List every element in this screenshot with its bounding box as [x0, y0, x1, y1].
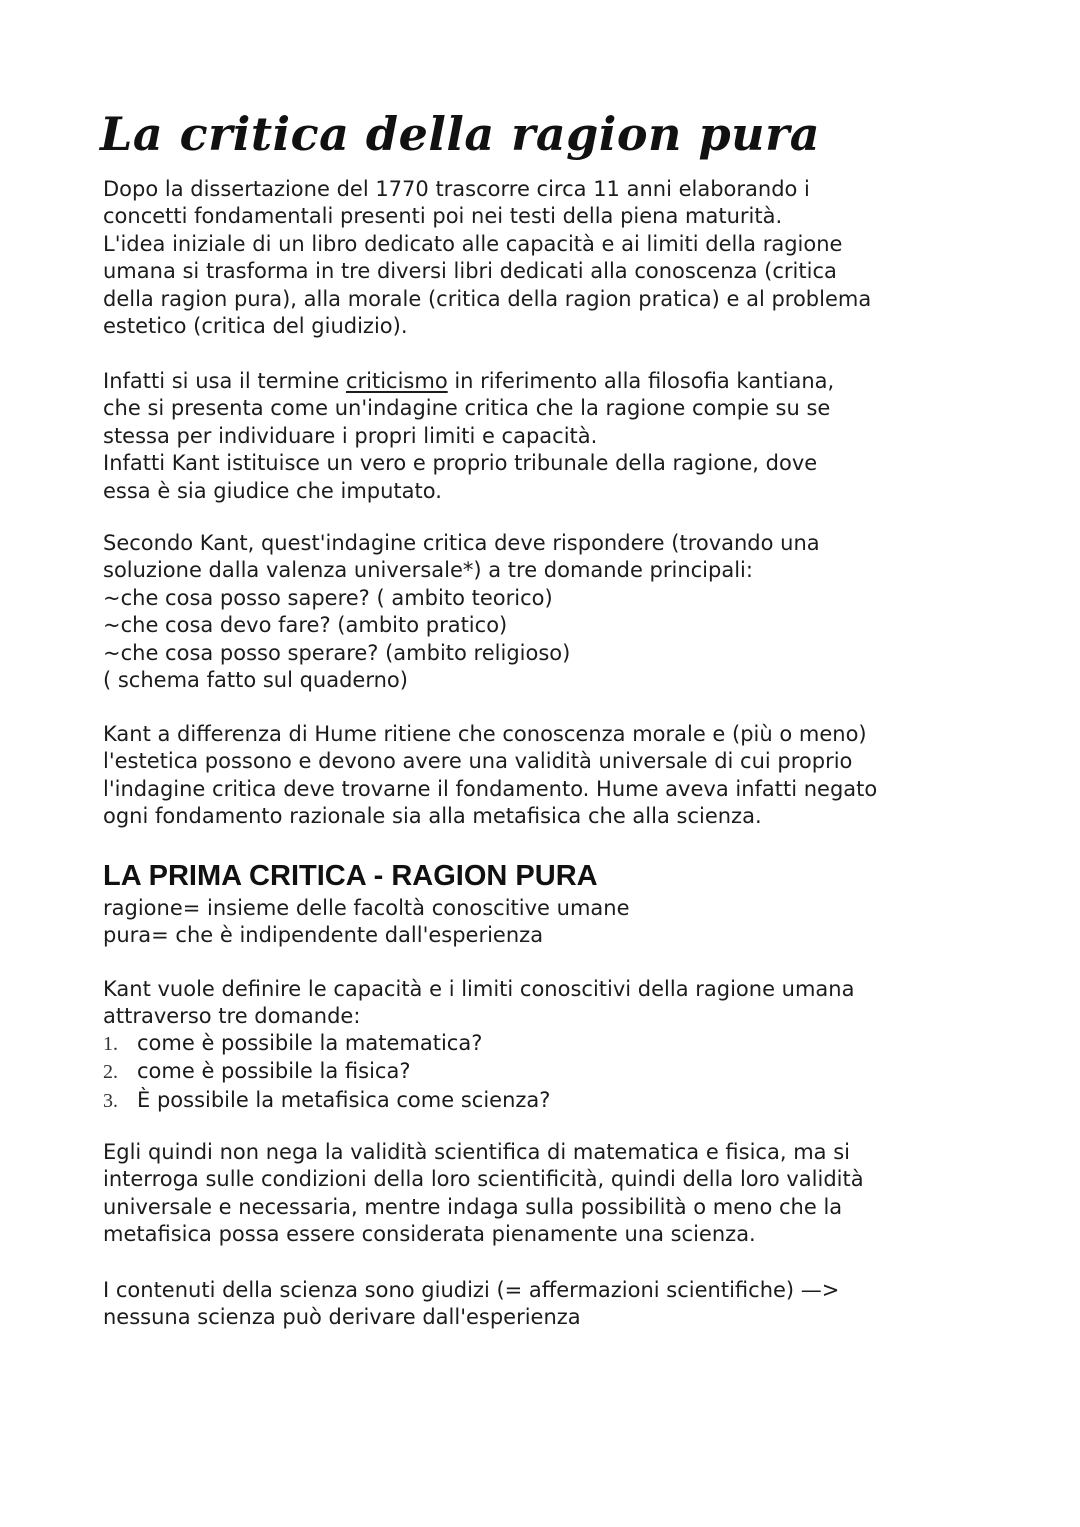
paragraph-criticismo-rest: in riferimento alla filosofia kantiana, che si presenta come un'indagine critica che la ragione compie su se stessa per individuare i propri limiti e capacità. Infatti Kant istituisce un vero e proprio tribunale della ragione, dove essa è sia giudice che imputato.	[103, 369, 835, 503]
paragraph-scientific-validity: Egli quindi non nega la validità scientifica di matematica e fisica, ma si interroga sulle condizioni della loro scientificità, quindi della loro validità universale e necessaria, mentre indaga sulla possibilità o meno che la metafisica possa essere considerata pienamente una scienza.	[103, 1140, 864, 1247]
page-title: La critica della ragion pura	[100, 107, 821, 161]
paragraph-kant-hume: Kant a differenza di Hume ritiene che conoscenza morale e (più o meno) l'estetica possono e devono avere una validità universale di cui proprio l'indagine critica deve trovarne il fondamento. Hume aveva infatti negato ogni fondamento razionale sia alla metafisica che alla scienza.	[103, 722, 878, 829]
paragraph-criticismo	[103, 368, 979, 505]
paragraph-intro: Dopo la dissertazione del 1770 trascorre circa 11 anni elaborando i concetti fondamentali presenti poi nei testi della piena maturità. L'idea iniziale di un libro dedicato alle capacità e ai limiti della ragione umana si trasforma in tre diversi libri dedicati alla conoscenza (critica della ragion pura), alla morale (critica della ragion pratica) e al problema estetico (critica del giudizio).	[103, 177, 872, 339]
paragraph-criticismo-start: Infatti si usa il termine	[103, 369, 346, 393]
list-item	[103, 1087, 550, 1115]
questions-list	[103, 1030, 550, 1115]
paragraph-limits-intro: Kant vuole definire le capacità e i limiti conoscitivi della ragione umana attraverso tre domande:	[103, 977, 855, 1029]
paragraph-three-questions: Secondo Kant, quest'indagine critica deve rispondere (trovando una soluzione dalla valenza universale*) a tre domande principali: ~che cosa posso sapere? ( ambito teorico) ~che cosa devo fare? (ambito pratico) ~che cosa posso sperare? (ambito religioso) ( schema fatto sul quaderno)	[103, 531, 820, 693]
list-item-text: È possibile la metafisica come scienza?	[137, 1087, 551, 1112]
term-criticismo: criticismo	[345, 369, 448, 393]
list-item-text: come è possibile la matematica?	[137, 1031, 483, 1055]
list-item	[103, 1030, 550, 1058]
paragraph-judgments: I contenuti della scienza sono giudizi (= affermazioni scientifiche) —> nessuna scienza può derivare dall'esperienza	[103, 1278, 840, 1330]
definitions: ragione= insieme delle facoltà conoscitive umane pura= che è indipendente dall'esperienza	[103, 896, 630, 948]
list-number: 2.	[103, 1061, 118, 1084]
list-item	[103, 1058, 550, 1086]
list-number: 1.	[103, 1033, 118, 1055]
list-item-text: come è possibile la fisica?	[137, 1059, 411, 1084]
list-number: 3.	[103, 1089, 118, 1112]
section-heading: LA PRIMA CRITICA - RAGION PURA	[103, 860, 598, 892]
